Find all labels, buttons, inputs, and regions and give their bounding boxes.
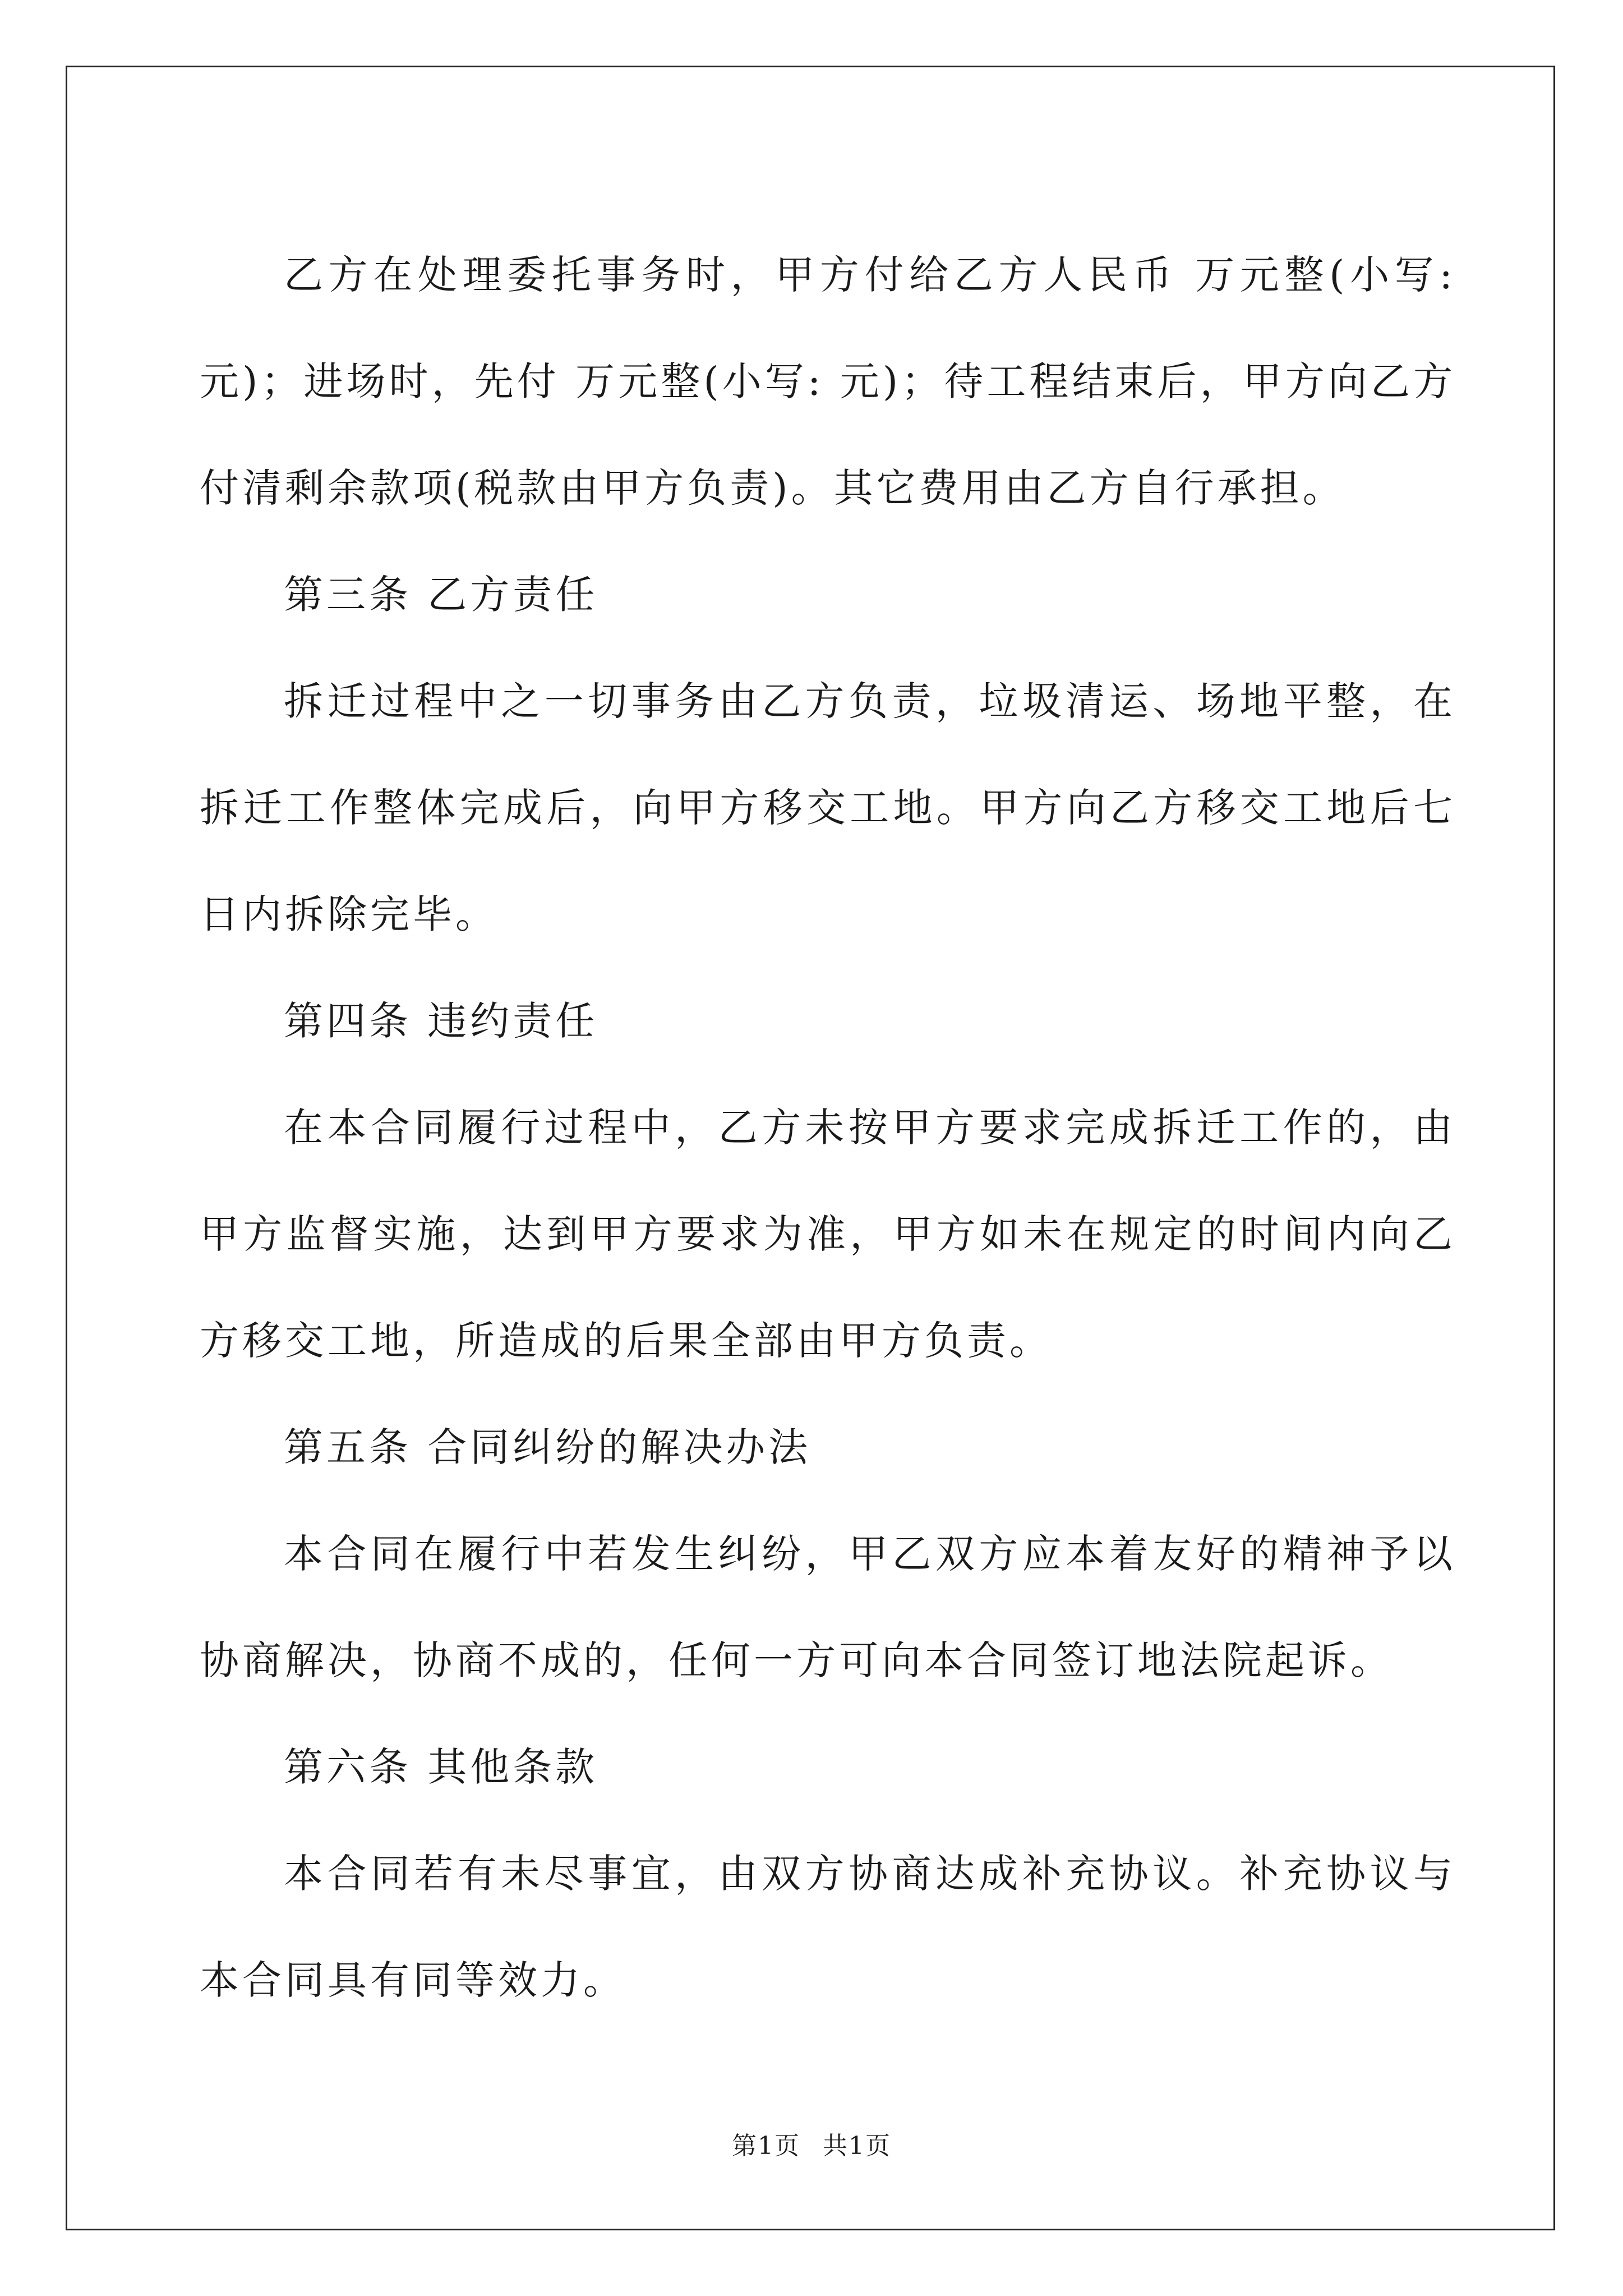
document-body [200, 222, 1456, 2033]
article-4-paragraph: 在本合同履行过程中，乙方未按甲方要求完成拆迁工作的，由甲方监督实施，达到甲方要求为准，甲方如未在规定的时间内向乙方移交工地，所造成的后果全部由甲方负责。 [200, 1105, 1456, 1364]
article-6-paragraph: 本合同若有未尽事宜，由双方协商达成补充协议。补充协议与本合同具有同等效力。 [200, 1851, 1456, 2003]
article-3-paragraph: 拆迁过程中之一切事务由乙方负责，垃圾清运、场地平整，在拆迁工作整体完成后，向甲方移交工地。甲方向乙方移交工地后七日内拆除完毕。 [200, 678, 1456, 937]
article-6-heading: 第六条 其他条款 [284, 1744, 598, 1790]
payment-paragraph: 乙方在处理委托事务时，甲方付给乙方人民币 万元整(小写: 元)；进场时，先付 万元整(小写: 元)；待工程结束后，甲方向乙方付清剩余款项(税款由甲方负责)。其它费用由乙方自行承担。 [200, 252, 1456, 511]
page-footer [0, 2129, 1623, 2163]
article-5-heading: 第五条 合同纠纷的解决办法 [284, 1424, 811, 1470]
article-3-heading: 第三条 乙方责任 [284, 572, 598, 618]
article-4-heading: 第四条 违约责任 [284, 998, 598, 1044]
article-5-paragraph: 本合同在履行中若发生纠纷，甲乙双方应本着友好的精神予以协商解决，协商不成的，任何一方可向本合同签订地法院起诉。 [200, 1531, 1456, 1683]
page-total: 共1页 [823, 2132, 891, 2160]
page-number: 第1页 [732, 2132, 800, 2160]
